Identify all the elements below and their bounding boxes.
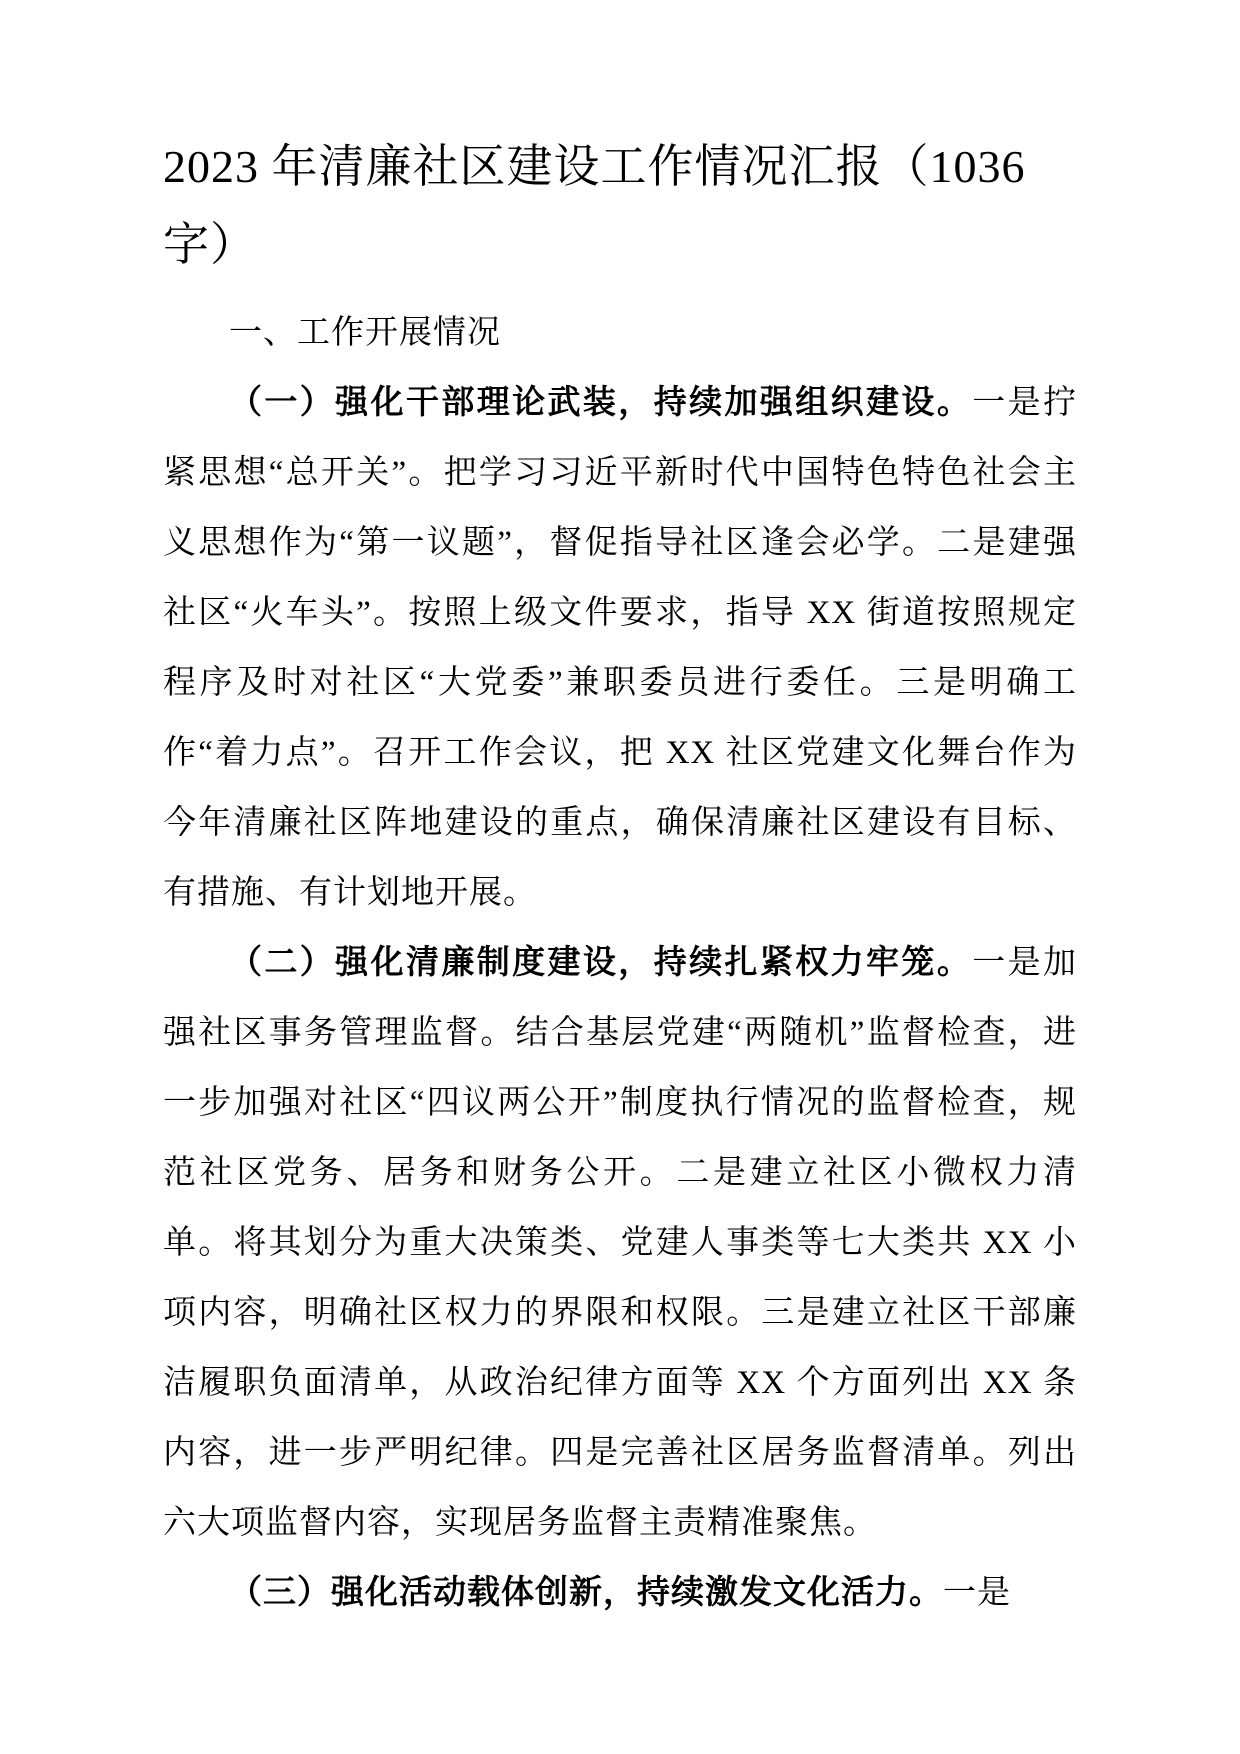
- paragraph-body: 一是加强社区事务管理监督。结合基层党建“两随机”监督检查，进一步加强对社区“四议两公开”制度执行情况的监督检查，规范社区党务、居务和财务公开。二是建立社区小微权力清单。将其划分为重大决策类、党建人事类等七大类共 XX 小项内容，明确社区权力的界限和权限。三是建立社区干部廉洁履职负面清单，从政治纪律方面等 XX 个方面列出 XX 条内容，进一步严明纪律。四是完善社区居务监督清单。列出六大项监督内容，实现居务监督主责精准聚焦。: [163, 945, 1078, 1542]
- paragraph-lead: （三）强化活动载体创新，持续激发文化活力。: [229, 1575, 943, 1612]
- paragraph-body: 一是: [943, 1575, 1011, 1612]
- paragraph-body: 一是拧紧思想“总开关”。把学习习近平新时代中国特色特色社会主义思想作为“第一议题”，督促指导社区逢会必学。二是建强社区“火车头”。按照上级文件要求，指导 XX 街道按照规定程序及时对社区“大党委”兼职委员进行委任。三是明确工作“着力点”。召开工作会议，把 XX 社区党建文化舞台作为今年清廉社区阵地建设的重点，确保清廉社区建设有目标、有措施、有计划地开展。: [163, 385, 1078, 912]
- paragraph-lead: （一）强化干部理论武装，持续加强组织建设。: [229, 385, 973, 422]
- paragraph-lead: （二）强化清廉制度建设，持续扎紧权力牢笼。: [229, 945, 973, 982]
- paragraph: [163, 1558, 1077, 1628]
- document-title: 2023 年清廉社区建设工作情况汇报（1036 字）: [163, 141, 1026, 271]
- paragraphs-container: [163, 368, 1077, 1628]
- paragraph: [163, 928, 1077, 1558]
- section-heading: 一、工作开展情况: [229, 315, 501, 352]
- paragraph: [163, 368, 1077, 928]
